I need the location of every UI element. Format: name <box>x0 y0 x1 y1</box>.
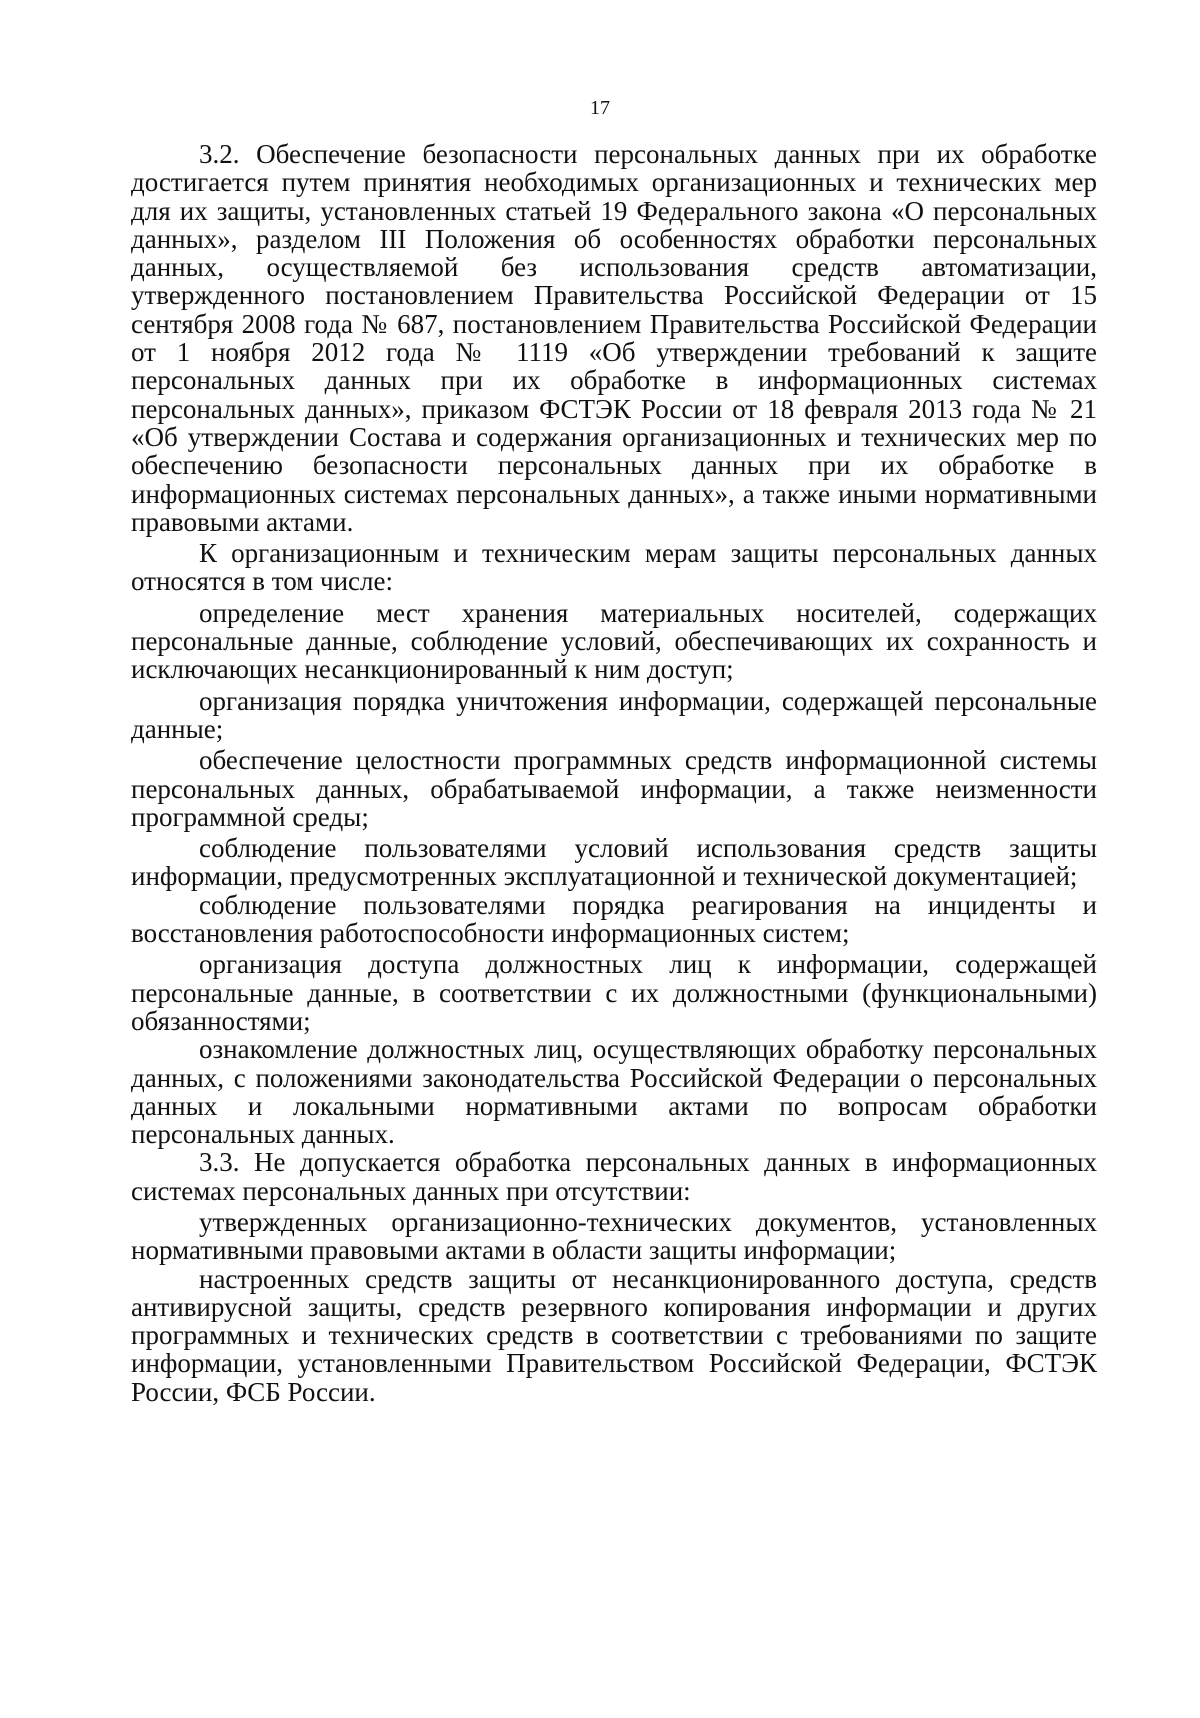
list-item-staff-familiarization: ознакомление должностных лиц, осуществляющих обработку персональных данных, с положениями законодательства Российской Федерации о персональных данных и локальными нормативными актами по вопросам обработки персональных данных. <box>131 1034 1097 1150</box>
list-item-access-organization: организация доступа должностных лиц к информации, содержащей персональные данные, в соответствии с их должностными (функциональными) обязанностями; <box>131 949 1097 1036</box>
document-body <box>131 140 1097 1406</box>
list-item-configured-protection-tools: настроенных средств защиты от несанкционированного доступа, средств антивирусной защиты, средств резервного копирования информации и других программных и технических средств в соответствии с требованиями по защите информации, установленными Правительством Российской Федерации, ФСТЭК России, ФСБ России. <box>131 1263 1097 1407</box>
list-item-storage-locations: определение мест хранения материальных носителей, содержащих персональные данные, соблюдение условий, обеспечивающих их сохранность и исключающих несанкционированный к ним доступ; <box>131 597 1097 685</box>
list-item-software-integrity: обеспечение целостности программных средств информационной системы персональных данных, обрабатываемой информации, а также неизменности программной среды; <box>131 745 1097 832</box>
paragraph-3-2: 3.2. Обеспечение безопасности персональных данных при их обработке достигается путем принятия необходимых организационных и технических мер для их защиты, установленных статьей 19 Федерального закона «О персональных данных», разделом III Положения об особенностях обработки персональных данных, осуществляемой без использования средств автоматизации, утвержденного постановлением Правительства Российской Федерации от 15 сентября 2008 года № 687, постановлением Правительства Российской Федерации от 1 ноября 2012 года № 1119 «Об утверждении требований к защите персональных данных при их обработке в информационных системах персональных данных», приказом ФСТЭК России от 18 февраля 2013 года № 21 «Об утверждении Состава и содержания организационных и технических мер по обеспечению безопасности персональных данных при их обработке в информационных системах персональных данных», а также иными нормативными правовыми актами. <box>131 139 1097 537</box>
list-item-approved-documents: утвержденных организационно-технических документов, установленных нормативными правовыми актами в области защиты информации; <box>131 1206 1097 1266</box>
list-item-protection-tools-usage: соблюдение пользователями условий использования средств защиты информации, предусмотренных эксплуатационной и технической документацией; <box>131 833 1097 892</box>
paragraph-3-3: 3.3. Не допускается обработка персональных данных в информационных системах персональных данных при отсутствии: <box>131 1147 1097 1206</box>
paragraph-measures-intro: К организационным и техническим мерам защиты персональных данных относятся в том числе: <box>131 538 1097 597</box>
list-item-destruction-procedure: организация порядка уничтожения информации, содержащей персональные данные; <box>131 685 1097 744</box>
list-item-incident-response: соблюдение пользователями порядка реагирования на инциденты и восстановления работоспособности информационных систем; <box>131 889 1097 949</box>
page-number: 17 <box>590 97 610 119</box>
